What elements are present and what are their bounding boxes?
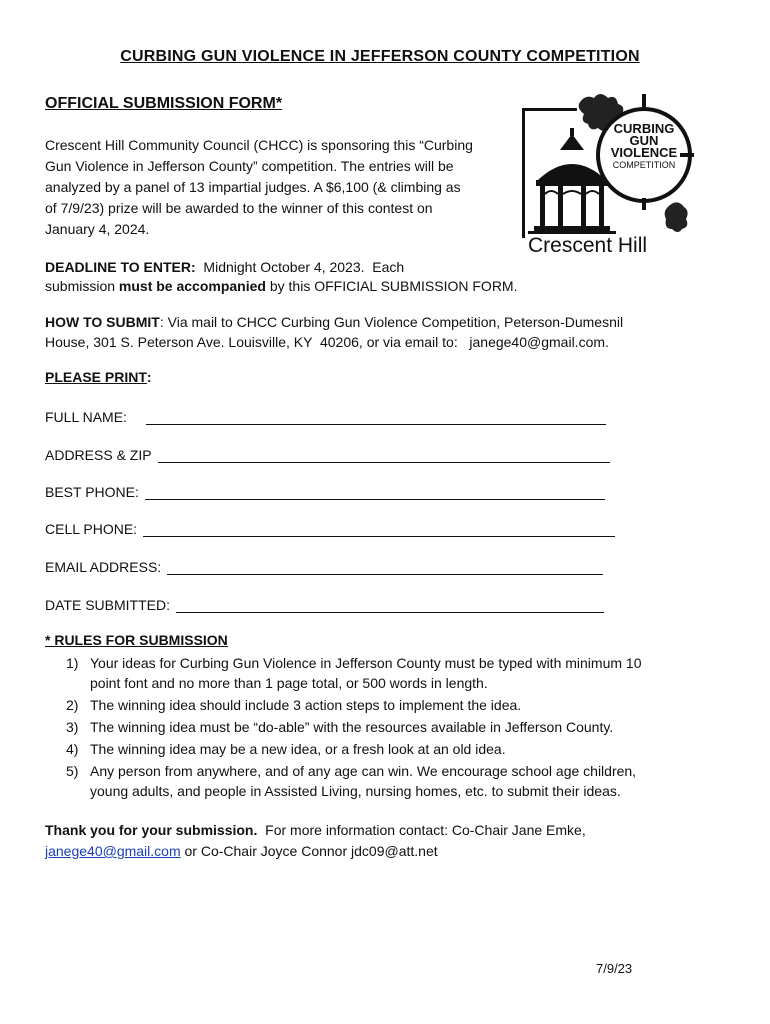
thanks-bold: Thank you for your submission. <box>45 822 258 838</box>
full-name-field[interactable] <box>45 405 606 425</box>
rule-text <box>90 761 636 801</box>
rule-text <box>90 653 641 693</box>
full-name-line[interactable] <box>146 408 606 425</box>
rule-text: The winning idea must be “do-able” with the resources available in Jefferson County. <box>90 719 614 735</box>
please-print-text: PLEASE PRINT <box>45 369 147 385</box>
rule-item <box>66 761 706 801</box>
date-submitted-label: DATE SUBMITTED: <box>45 597 170 613</box>
deadline-emphasis: must be accompanied <box>118 278 266 294</box>
address-field[interactable] <box>45 443 610 463</box>
page-title: CURBING GUN VIOLENCE IN JEFFERSON COUNTY COMPETITION <box>120 48 640 65</box>
deadline-text: Midnight October 4, 2023. Each <box>195 259 405 275</box>
intro-line: analyzed by a panel of 13 impartial judges. A $6,100 (& climbing as <box>45 179 461 195</box>
address-line[interactable] <box>158 446 610 463</box>
howto-text: : Via mail to CHCC Curbing Gun Violence Competition, Peterson-Dumesnil <box>159 314 624 330</box>
rule-line: young adults, and people in Assisted Living, nursing homes, etc. to submit their ideas. <box>90 783 621 799</box>
footer-date: 7/9/23 <box>596 961 633 976</box>
thanks-text: For more information contact: Co-Chair Jane Emke, <box>257 822 586 838</box>
deadline-line <box>45 258 605 277</box>
rule-item <box>66 717 706 737</box>
rule-number: 2) <box>66 697 79 713</box>
rule-number: 4) <box>66 741 79 757</box>
intro-line: January 4, 2024. <box>45 221 150 237</box>
form-heading-text: OFFICIAL SUBMISSION FORM <box>45 95 276 112</box>
rule-number: 1) <box>66 655 79 671</box>
rule-line: Any person from anywhere, and of any age can win. We encourage school age children, <box>90 763 637 779</box>
rules-heading: * RULES FOR SUBMISSION <box>45 632 228 648</box>
address-label: ADDRESS & ZIP <box>45 447 152 463</box>
please-print-heading <box>45 369 152 385</box>
intro-line: Crescent Hill Community Council (CHCC) is sponsoring this “Curbing <box>45 137 473 153</box>
thanks-text: or Co-Chair Joyce Connor jdc09@att.net <box>180 843 438 859</box>
rule-line: Your ideas for Curbing Gun Violence in Jefferson County must be typed with minimum 10 <box>90 655 642 671</box>
date-submitted-field[interactable] <box>45 593 604 613</box>
rule-number: 3) <box>66 719 79 735</box>
rule-text: The winning idea should include 3 action steps to implement the idea. <box>90 697 522 713</box>
deadline-text: by this OFFICIAL SUBMISSION FORM. <box>265 278 518 294</box>
please-print-colon: : <box>146 369 152 385</box>
intro-line: of 7/9/23) prize will be awarded to the winner of this contest on <box>45 200 433 216</box>
logo-wordmark: Crescent Hill <box>528 234 648 257</box>
deadline-label: DEADLINE TO ENTER: <box>45 259 196 275</box>
cell-phone-label: CELL PHONE: <box>45 521 138 537</box>
howto-label: HOW TO SUBMIT <box>45 314 160 330</box>
contact-email-link[interactable]: janege40@gmail.com <box>45 843 181 859</box>
rule-item <box>66 695 706 715</box>
date-submitted-line[interactable] <box>176 596 604 613</box>
rule-item <box>66 739 706 759</box>
best-phone-line[interactable] <box>145 483 605 500</box>
rule-line: point font and no more than 1 page total, or 500 words in length. <box>90 675 488 691</box>
rule-item <box>66 653 706 693</box>
logo-line-violence: VIOLENCE <box>610 145 678 160</box>
how-to-submit-paragraph <box>45 312 725 352</box>
howto-line <box>45 312 725 332</box>
email-field[interactable] <box>45 555 603 575</box>
best-phone-label: BEST PHONE: <box>45 484 139 500</box>
form-heading-asterisk: * <box>275 95 283 112</box>
cell-phone-line[interactable] <box>143 520 615 537</box>
crescent-hill-logo <box>520 90 695 260</box>
deadline-paragraph <box>45 258 605 296</box>
intro-line: Gun Violence in Jefferson County” competition. The entries will be <box>45 158 454 174</box>
rules-list <box>66 653 706 803</box>
deadline-line <box>45 277 605 296</box>
best-phone-field[interactable] <box>45 480 605 500</box>
thanks-paragraph <box>45 820 685 862</box>
rule-number: 5) <box>66 763 79 779</box>
howto-line: House, 301 S. Peterson Ave. Louisville, KY 40206, or via email to: janege40@gmail.com. <box>45 334 609 350</box>
email-label: EMAIL ADDRESS: <box>45 559 162 575</box>
thanks-line <box>45 841 685 862</box>
email-line[interactable] <box>167 558 603 575</box>
intro-paragraph <box>45 135 507 240</box>
logo-line-competition: COMPETITION <box>612 160 676 170</box>
logo-line-curbing: CURBING <box>613 121 675 136</box>
rule-text: The winning idea may be a new idea, or a fresh look at an old idea. <box>90 741 506 757</box>
deadline-text: submission <box>45 278 119 294</box>
full-name-label: FULL NAME: <box>45 409 127 425</box>
cell-phone-field[interactable] <box>45 517 615 537</box>
logo-line-gun: GUN <box>629 133 659 148</box>
form-heading <box>45 95 282 113</box>
thanks-line <box>45 820 685 841</box>
